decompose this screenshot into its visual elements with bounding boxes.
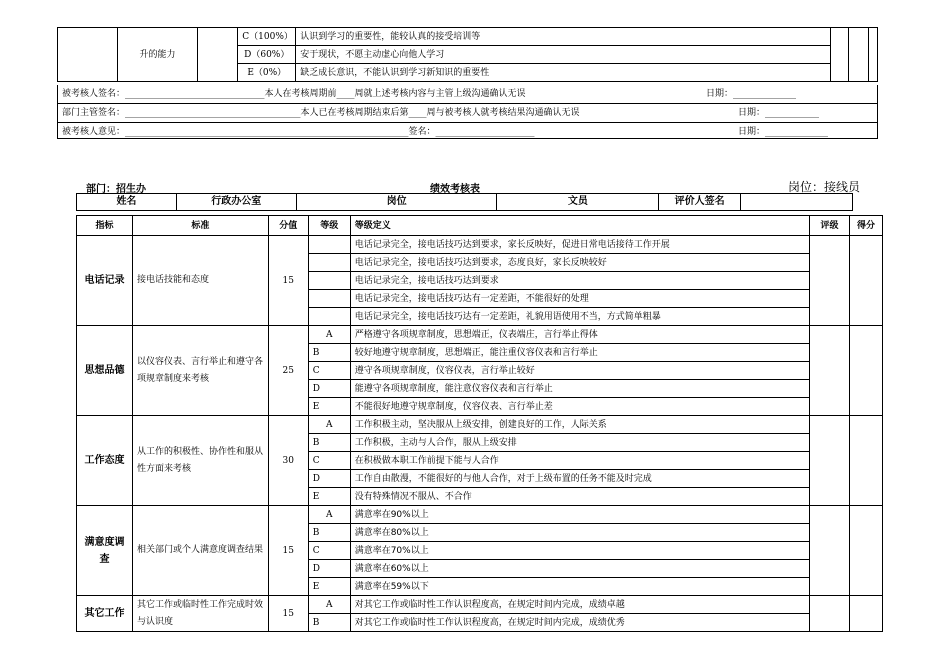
grade-cell: D xyxy=(308,380,350,398)
grade-definition-cell: 遵守各项规章制度，仪容仪表，言行举止较好 xyxy=(350,362,809,380)
table-row xyxy=(77,236,883,254)
indicator-cell: 工作态度 xyxy=(77,416,133,506)
grade-definition-cell: 较好地遵守规章制度，思想端正，能注重仪容仪表和言行举止 xyxy=(350,344,809,362)
points-input-cell[interactable] xyxy=(849,416,882,506)
table-row xyxy=(77,416,883,434)
evaluator-signature-field[interactable] xyxy=(741,194,853,211)
grade-definition-cell: 电话记录完全，接电话技巧达有一定差距，不能很好的处理 xyxy=(350,290,809,308)
employee-date-field[interactable]: 日期：______________ xyxy=(706,89,797,99)
header-score: 分值 xyxy=(268,216,308,236)
standard-cell: 以仪容仪表、言行举止和遵守各项规章制度来考核 xyxy=(132,326,268,416)
header-indicator: 指标 xyxy=(77,216,133,236)
grade-cell: D xyxy=(308,560,350,578)
top-grade-desc: 认识到学习的重要性，能较认真的接受培训等 xyxy=(296,28,831,46)
header-rating: 评级 xyxy=(810,216,850,236)
evaluation-table xyxy=(76,215,883,632)
grade-cell xyxy=(308,272,350,290)
grade-cell: E xyxy=(308,488,350,506)
table-row xyxy=(77,596,883,614)
name-value[interactable]: 行政办公室 xyxy=(176,194,296,211)
grade-cell: A xyxy=(308,326,350,344)
department-label: 部门：招生办 xyxy=(86,184,146,195)
grade-definition-cell: 满意率在59%以下 xyxy=(350,578,809,596)
empty-cell xyxy=(831,28,849,82)
indicator-cell: 思想品德 xyxy=(77,326,133,416)
grade-cell: D xyxy=(308,470,350,488)
evaluation-table-body xyxy=(77,236,883,632)
grade-definition-cell: 电话记录完全，接电话技巧达有一定差距，礼貌用语使用不当，方式简单粗暴 xyxy=(350,308,809,326)
grade-cell: B xyxy=(308,434,350,452)
grade-cell: C xyxy=(308,362,350,380)
empty-cell xyxy=(58,28,118,82)
grade-cell: A xyxy=(308,596,350,614)
evaluator-label: 评价人签名 xyxy=(659,194,741,211)
top-continuation-table xyxy=(57,27,878,82)
rating-input-cell[interactable] xyxy=(810,416,850,506)
standard-cell: 接电话技能和态度 xyxy=(132,236,268,326)
score-cell: 25 xyxy=(268,326,308,416)
grade-definition-cell: 电话记录完全，接电话技巧达到要求 xyxy=(350,272,809,290)
top-grade-desc: 安于现状，不愿主动虚心向他人学习 xyxy=(296,46,831,64)
grade-definition-cell: 工作积极主动，坚决服从上级安排，创建良好的工作，人际关系 xyxy=(350,416,809,434)
grade-cell: A xyxy=(308,416,350,434)
top-grade-desc: 缺乏成长意识，不能认识到学习新知识的重要性 xyxy=(296,64,831,82)
manager-date-field[interactable]: 日期：____________ xyxy=(738,108,820,118)
signature-row-employee xyxy=(58,85,877,103)
top-grade: C（100%） xyxy=(238,28,296,46)
standard-cell: 相关部门或个人满意度调查结果 xyxy=(132,506,268,596)
grade-definition-cell: 满意率在80%以上 xyxy=(350,524,809,542)
post-label: 岗位 xyxy=(296,194,497,211)
grade-definition-cell: 电话记录完全，接电话技巧达到要求，家长反映好，促进日常电话接待工作开展 xyxy=(350,236,809,254)
rating-input-cell[interactable] xyxy=(810,506,850,596)
name-label: 姓名 xyxy=(77,194,177,211)
standard-cell: 其它工作或临时性工作完成时效与认识度 xyxy=(132,596,268,632)
table-row xyxy=(77,326,883,344)
grade-cell: C xyxy=(308,542,350,560)
employee-opinion-line[interactable]: 被考核人意见：_______________________________________________________________签名：______________________ xyxy=(62,127,535,137)
indicator-cell: 满意度调查 xyxy=(77,506,133,596)
grade-definition-cell: 电话记录完全，接电话技巧达到要求，态度良好，家长反映较好 xyxy=(350,254,809,272)
grade-cell: E xyxy=(308,398,350,416)
header-level: 等级 xyxy=(308,216,350,236)
grade-cell: C xyxy=(308,452,350,470)
grade-definition-cell: 工作自由散漫，不能很好的与他人合作，对于上级布置的任务不能及时完成 xyxy=(350,470,809,488)
score-cell: 15 xyxy=(268,236,308,326)
indicator-cell: 其它工作 xyxy=(77,596,133,632)
grade-definition-cell: 满意率在90%以上 xyxy=(350,506,809,524)
grade-cell xyxy=(308,254,350,272)
info-table xyxy=(76,193,853,211)
empty-cell xyxy=(868,28,877,82)
grade-definition-cell: 满意率在60%以上 xyxy=(350,560,809,578)
form-title: 绩效考核表 xyxy=(430,184,480,195)
grade-definition-cell: 能遵守各项规章制度，能注意仪容仪表和言行举止 xyxy=(350,380,809,398)
grade-definition-cell: 没有特殊情况不服从、不合作 xyxy=(350,488,809,506)
rating-input-cell[interactable] xyxy=(810,236,850,326)
indicator-cell: 电话记录 xyxy=(77,236,133,326)
grade-definition-cell: 不能很好地遵守规章制度，仪容仪表、言行举止差 xyxy=(350,398,809,416)
points-input-cell[interactable] xyxy=(849,236,882,326)
points-input-cell[interactable] xyxy=(849,596,882,632)
grade-definition-cell: 对其它工作或临时性工作认识程度高，在规定时间内完成，成绩优秀 xyxy=(350,614,809,632)
rating-input-cell[interactable] xyxy=(810,326,850,416)
employee-sign-line[interactable]: 被考核人签名：_______________________________本人在考核周期前____周就上述考核内容与主管上级沟通确认无误 xyxy=(62,89,526,99)
empty-cell xyxy=(197,28,238,82)
rating-input-cell[interactable] xyxy=(810,596,850,632)
grade-cell: A xyxy=(308,506,350,524)
position-label: 岗位：接线员 xyxy=(788,180,861,194)
header-standard: 标准 xyxy=(132,216,268,236)
grade-definition-cell: 在积极做本职工作前提下能与人合作 xyxy=(350,452,809,470)
signature-block xyxy=(57,85,878,139)
grade-cell: B xyxy=(308,524,350,542)
points-input-cell[interactable] xyxy=(849,326,882,416)
grade-definition-cell: 对其它工作或临时性工作认识程度高，在规定时间内完成，成绩卓越 xyxy=(350,596,809,614)
top-grade: E（0%） xyxy=(238,64,296,82)
header-level-def: 等级定义 xyxy=(350,216,809,236)
manager-sign-line[interactable]: 部门主管签名：_______________________________________本人已在考核周期结束后第____周与被考核人就考核结果沟通确认无误 xyxy=(62,108,580,118)
grade-cell: B xyxy=(308,614,350,632)
signature-row-manager xyxy=(58,103,877,122)
grade-definition-cell: 工作积极，主动与人合作，服从上级安排 xyxy=(350,434,809,452)
opinion-date-field[interactable]: 日期：______________ xyxy=(738,127,829,137)
grade-definition-cell: 严格遵守各项规章制度，思想端正，仪表端庄，言行举止得体 xyxy=(350,326,809,344)
post-value[interactable]: 文员 xyxy=(497,194,659,211)
table-row xyxy=(77,506,883,524)
score-cell: 15 xyxy=(268,596,308,632)
signature-row-opinion xyxy=(58,122,877,141)
grade-cell xyxy=(308,290,350,308)
empty-cell xyxy=(849,28,869,82)
grade-cell: E xyxy=(308,578,350,596)
grade-cell: B xyxy=(308,344,350,362)
score-cell: 15 xyxy=(268,506,308,596)
score-cell: 30 xyxy=(268,416,308,506)
grade-cell xyxy=(308,308,350,326)
top-item-label: 升的能力 xyxy=(118,28,197,82)
header-points: 得分 xyxy=(849,216,882,236)
points-input-cell[interactable] xyxy=(849,506,882,596)
standard-cell: 从工作的积极性、协作性和服从性方面来考核 xyxy=(132,416,268,506)
top-grade: D（60%） xyxy=(238,46,296,64)
grade-cell xyxy=(308,236,350,254)
grade-definition-cell: 满意率在70%以上 xyxy=(350,542,809,560)
